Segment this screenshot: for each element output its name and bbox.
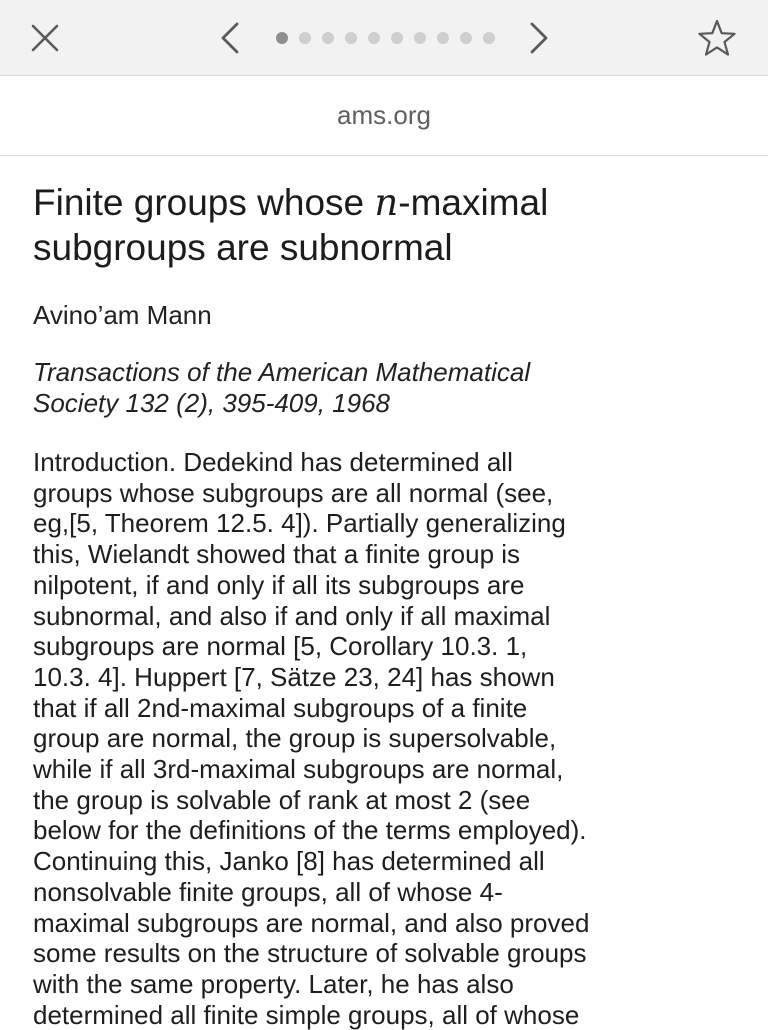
- abstract-line: Introduction. Dedekind has determined all: [33, 447, 513, 477]
- abstract-line: groups whose subgroups are all normal (see,: [33, 477, 554, 508]
- abstract-line: nilpotent, if and only if all its subgroups are: [33, 569, 525, 600]
- abstract-line: while if all 3rd-maximal subgroups are normal,: [33, 754, 564, 785]
- abstract-line: Continuing this, Janko [8] has determined all: [33, 846, 545, 877]
- abstract-line: some results on the structure of solvable groups: [33, 938, 587, 969]
- url-text: ams.org: [337, 100, 431, 130]
- abstract-line: with the same property. Later, he has also: [33, 968, 514, 999]
- page-dot[interactable]: [391, 32, 403, 44]
- abstract-line: group are normal, the group is supersolvable,: [33, 723, 557, 754]
- page-dot[interactable]: [460, 32, 472, 44]
- page-dot[interactable]: [345, 32, 357, 44]
- title-text-post: -maximal: [398, 182, 549, 223]
- journal-line-2: Society 132 (2), 395-409, 1968: [33, 388, 391, 418]
- previous-page-button[interactable]: [206, 14, 254, 62]
- abstract-line: subgroups are normal [5, Corollary 10.3. 1,: [33, 631, 528, 662]
- title-variable: n: [374, 181, 399, 224]
- page-dot[interactable]: [299, 32, 311, 44]
- abstract-line: nonsolvable finite groups, all of whose 4-: [33, 876, 503, 907]
- next-page-button[interactable]: [515, 14, 563, 62]
- journal-line-1: Transactions of the American Mathematical: [33, 357, 531, 387]
- abstract-line: subnormal, and also if and only if all maximal: [33, 600, 551, 631]
- abstract-line: below for the definitions of the terms employed).: [33, 815, 587, 846]
- abstract: [33, 447, 738, 1030]
- page-dot[interactable]: [322, 32, 334, 44]
- abstract-line: maximal subgroups are normal, and also proved: [33, 907, 590, 938]
- star-outline-icon: [697, 19, 737, 57]
- article-title: [33, 180, 738, 270]
- url-bar[interactable]: [0, 76, 768, 156]
- bookmark-button[interactable]: [693, 14, 741, 62]
- page-indicator: [276, 31, 495, 45]
- chevron-right-icon: [527, 21, 551, 55]
- chevron-left-icon: [218, 21, 242, 55]
- author: Avino’am Mann: [33, 300, 212, 330]
- abstract-line: that if all 2nd-maximal subgroups of a finite: [33, 692, 528, 723]
- page-dot[interactable]: [368, 32, 380, 44]
- close-icon: [30, 23, 60, 53]
- title-line-2: subgroups are subnormal: [33, 227, 453, 268]
- abstract-line: eg,[5, Theorem 12.5. 4]). Partially generalizing: [33, 508, 566, 539]
- abstract-line: 10.3. 4]. Huppert [7, Sätze 23, 24] has shown: [33, 661, 555, 692]
- abstract-line: this, Wielandt showed that a finite group is: [33, 539, 521, 570]
- abstract-line: determined all finite simple groups, all of whose: [33, 999, 580, 1030]
- journal-citation: [33, 357, 738, 419]
- page-dot[interactable]: [437, 32, 449, 44]
- page-dot[interactable]: [276, 32, 288, 44]
- article-content: [33, 180, 738, 1030]
- title-text-pre: Finite groups whose: [33, 182, 375, 223]
- close-button[interactable]: [21, 14, 69, 62]
- abstract-line: the group is solvable of rank at most 2 (see: [33, 784, 531, 815]
- page-dot[interactable]: [414, 32, 426, 44]
- toolbar: [0, 0, 768, 76]
- page-dot[interactable]: [483, 32, 495, 44]
